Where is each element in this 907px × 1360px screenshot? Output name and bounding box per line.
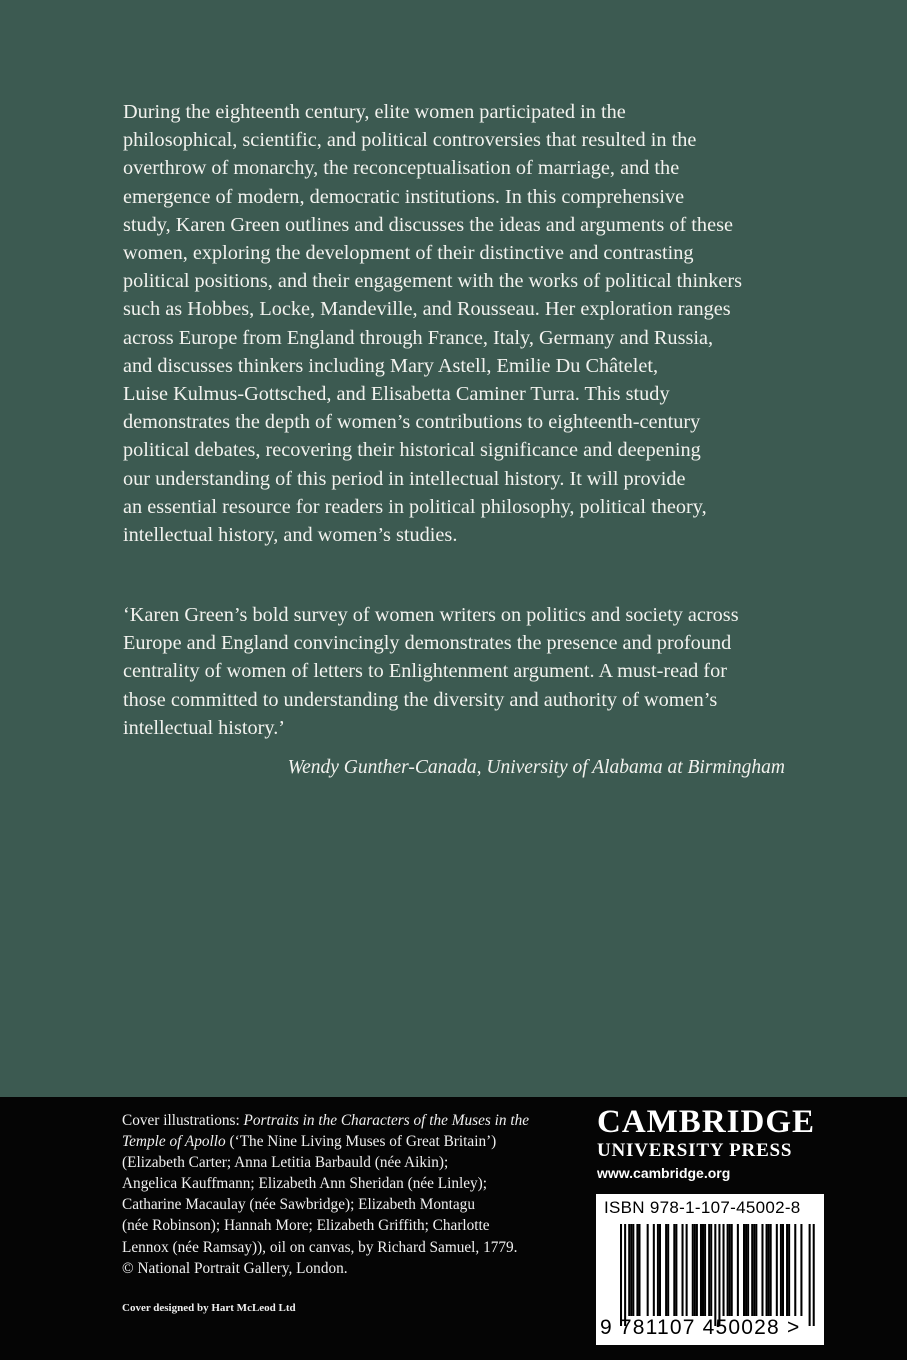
barcode-bar bbox=[636, 1224, 638, 1316]
description-line: demonstrates the depth of women’s contributions to eighteenth-century bbox=[123, 411, 701, 434]
barcode-bar bbox=[686, 1224, 688, 1316]
barcode-bar bbox=[786, 1224, 788, 1316]
description-line: overthrow of monarchy, the reconceptualisation of marriage, and the bbox=[123, 157, 680, 180]
barcode-bar bbox=[780, 1224, 782, 1316]
description-line: During the eighteenth century, elite women participated in the bbox=[123, 101, 626, 123]
description-line: across Europe from England through France, Italy, Germany and Russia, bbox=[123, 326, 714, 349]
barcode-bar bbox=[714, 1224, 716, 1326]
barcode-bar bbox=[692, 1224, 694, 1316]
barcode-bar bbox=[675, 1224, 677, 1316]
barcode-bar bbox=[653, 1224, 655, 1316]
review-attribution: Wendy Gunther-Canada, University of Alabama at Birmingham bbox=[287, 757, 785, 778]
cover-designer-credit: Cover designed by Hart McLeod Ltd bbox=[122, 1302, 296, 1314]
barcode-bar bbox=[659, 1224, 661, 1316]
barcode-bar bbox=[704, 1224, 706, 1316]
barcode-bar bbox=[794, 1224, 796, 1316]
credits-line: Lennox (née Ramsay)), oil on canvas, by Richard Samuel, 1779. bbox=[122, 1238, 518, 1256]
description-line: such as Hobbes, Locke, Mandeville, and Rousseau. Her exploration ranges bbox=[123, 298, 731, 321]
credits-line: Angelica Kauffmann; Elizabeth Ann Sheridan (née Linley); bbox=[122, 1175, 488, 1193]
barcode-bar bbox=[647, 1224, 649, 1316]
barcode-bar bbox=[747, 1224, 749, 1316]
credits-line: © National Portrait Gallery, London. bbox=[122, 1259, 348, 1277]
publisher-url: www.cambridge.org bbox=[597, 1165, 731, 1181]
barcode-bar bbox=[638, 1224, 640, 1316]
cover-illustration-credits bbox=[122, 1110, 572, 1279]
barcode-bar bbox=[718, 1224, 720, 1326]
barcode-bar bbox=[766, 1224, 768, 1316]
barcode-bar bbox=[782, 1224, 784, 1316]
barcode-bar bbox=[761, 1224, 763, 1316]
credits-line bbox=[122, 1131, 572, 1152]
barcode-bar bbox=[751, 1224, 753, 1316]
barcode-bar bbox=[768, 1224, 770, 1316]
artwork-title-part1: Portraits in the Characters of the Muses in the bbox=[243, 1112, 530, 1129]
publisher-name: CAMBRIDGE bbox=[597, 1104, 816, 1140]
credits-line: Catharine Macaulay (née Sawbridge); Elizabeth Montagu bbox=[122, 1196, 475, 1214]
barcode-bar bbox=[770, 1224, 772, 1316]
barcode-bar bbox=[727, 1224, 729, 1316]
quote-line: centrality of women of letters to Enlightenment argument. A must-read for bbox=[123, 660, 727, 683]
barcode-bar bbox=[630, 1224, 632, 1316]
quote-line: Europe and England convincingly demonstrates the presence and profound bbox=[123, 632, 732, 655]
barcode-bar bbox=[745, 1224, 747, 1316]
barcode-bar bbox=[700, 1224, 702, 1316]
description-line: study, Karen Green outlines and discusses the ideas and arguments of these bbox=[123, 213, 733, 236]
description-line: women, exploring the development of their distinctive and contrasting bbox=[123, 242, 694, 265]
barcode-bar bbox=[667, 1224, 669, 1316]
barcode-bar bbox=[696, 1224, 698, 1316]
barcode-bar bbox=[624, 1224, 626, 1326]
barcode-bar bbox=[702, 1224, 704, 1316]
book-description bbox=[123, 98, 793, 549]
credits-line: (née Robinson); Hannah More; Elizabeth Griffith; Charlotte bbox=[122, 1217, 490, 1235]
description-line: political positions, and their engagement with the works of political thinkers bbox=[123, 270, 743, 293]
credits-line: (Elizabeth Carter; Anna Letitia Barbauld (née Aikin); bbox=[122, 1154, 449, 1172]
barcode-bar bbox=[708, 1224, 710, 1316]
description-line: our understanding of this period in intellectual history. It will provide bbox=[123, 467, 686, 490]
barcode-bar bbox=[628, 1224, 630, 1316]
publisher-logo bbox=[597, 1104, 827, 1183]
isbn-label: ISBN 978-1-107-45002-8 bbox=[604, 1198, 801, 1217]
barcode-bar bbox=[632, 1224, 634, 1316]
barcode-bar bbox=[710, 1224, 712, 1316]
barcode-bar bbox=[723, 1224, 725, 1316]
barcode-bar bbox=[800, 1224, 802, 1316]
barcode-bar bbox=[657, 1224, 659, 1316]
description-line: philosophical, scientific, and political controversies that resulted in the bbox=[123, 129, 697, 152]
barcode-bar bbox=[620, 1224, 622, 1326]
description-line: Luise Kulmus-Gottsched, and Elisabetta Caminer Turra. This study bbox=[123, 383, 670, 406]
barcode-bar bbox=[776, 1224, 778, 1316]
barcode-bar bbox=[673, 1224, 675, 1316]
barcode-bar bbox=[743, 1224, 745, 1316]
barcode-bar bbox=[755, 1224, 757, 1316]
quote-line: ‘Karen Green’s bold survey of women writers on politics and society across bbox=[123, 604, 739, 626]
description-line: and discusses thinkers including Mary Astell, Emilie Du Châtelet, bbox=[123, 354, 659, 377]
publisher-subname: UNIVERSITY PRESS bbox=[597, 1140, 793, 1161]
artwork-subtitle: (‘The Nine Living Muses of Great Britain’) bbox=[225, 1133, 497, 1151]
description-line: an essential resource for readers in political philosophy, political theory, bbox=[123, 495, 707, 518]
isbn-barcode bbox=[596, 1194, 824, 1345]
barcode-bar bbox=[729, 1224, 731, 1316]
quote-line: those committed to understanding the diversity and authority of women’s bbox=[123, 688, 718, 711]
barcode-bar bbox=[737, 1224, 739, 1316]
barcode-digits: 9 781107 450028 > bbox=[600, 1316, 801, 1339]
artwork-title-part2: Temple of Apollo bbox=[122, 1133, 226, 1151]
review-quote bbox=[123, 601, 813, 742]
barcode-bar bbox=[731, 1224, 733, 1316]
barcode-bar bbox=[813, 1224, 815, 1326]
description-line: political debates, recovering their historical significance and deepening bbox=[123, 439, 701, 462]
description-line: emergence of modern, democratic institutions. In this comprehensive bbox=[123, 185, 685, 208]
barcode-bar bbox=[682, 1224, 684, 1316]
barcode-bar bbox=[788, 1224, 790, 1316]
quote-line: intellectual history.’ bbox=[123, 716, 286, 739]
credits-line bbox=[122, 1110, 572, 1131]
barcode-bar bbox=[753, 1224, 755, 1316]
barcode-bar bbox=[809, 1224, 811, 1326]
barcode-bar bbox=[665, 1224, 667, 1316]
barcode-bar bbox=[694, 1224, 696, 1316]
credits-prefix: Cover illustrations: bbox=[122, 1112, 244, 1129]
description-line: intellectual history, and women’s studies. bbox=[123, 524, 458, 547]
